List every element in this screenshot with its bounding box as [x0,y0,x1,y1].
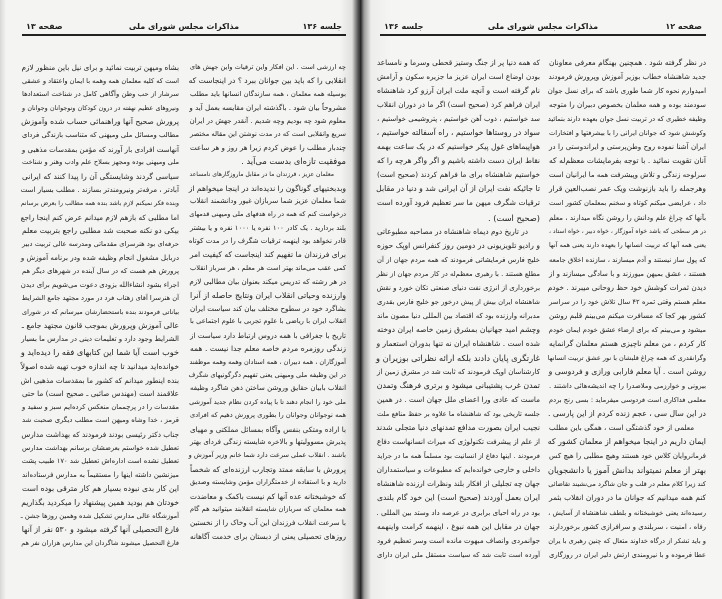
text-line: کشور بهر کجا که مسافرت میکنم می‌بینم قلبم روشن [549,310,706,320]
text-line: تاریخ با جغرافی با همه دروس ارتباط دارد سیاست از [190,330,346,340]
text-line: وگرانقدری که همه چراغ قلبشان با نور عشق تربیت انسانها [547,353,706,362]
text-line: ایران آشنا نموده روح وطن‌پرستی و ایراندوستی را در [549,142,706,152]
text-line: ایران بعمل آوردند (صحیح است) این خود گام بلندی [377,493,540,503]
text-line: ملی ومیهنی بوده ومجهز بسلاح علم وادب وهنر و شناخت [22,158,179,167]
text-line: خوب است آیا شما این کتابهای فقه را دیده‌اید و [20,347,179,358]
text-line: که همه دنیا پر از جنگ وستیز قحطی وسرما و نامساعد [377,58,540,67]
text-line: ایران فراهم کرد (صحیح است) اگر ما در دوران انقلاب [377,100,540,110]
text-line: سیاسی گردند وشایستگی آن را پیدا کنند که ایرانی [22,171,179,181]
text-line: رسیده‌اند یعنی خوشبختانه و بلطف شاهنشاه از آسایش ، [548,508,706,517]
page-number: صفحه ۱۲ [665,22,702,31]
text-line: معلمی فداکاری است فردوسی میفرماید : بسی رنج بردم [549,396,706,405]
text-line: بودن اوضاع است ایران عزیز ما جزیره سکون و آرامش [377,72,540,82]
text-line: تعطیل شده خواستم بعرضشان برسانم بهداشت مدارس [22,443,179,452]
text-line: بشاگرد خود در سطوح مختلف بیان کند سیاست ایران [190,304,346,314]
text-line: نجیب ایران بصورت مدافع تمدنهای دنیا متجلی شدند [375,423,540,433]
text-line: کار کردم ، من معلم ناچیزی هستم معلمان گرانمایه [549,338,706,348]
text-line: تعطیل نشده است اداره‌اش تعطیل شد ۱۷۰ طبیب پشت [21,457,179,466]
text-line: هستند ، عشق بمیهن میورزند و با سادگی میسازند و از [549,269,706,278]
text-line: معلمان عزیز ، فرزندان ما در مقابل ماروزگارهای نامساعد [189,171,334,179]
text-line: داخلی و خارجی خوانده‌ایم که مطبوعات و سیاستمداران [376,465,540,475]
page-header [380,21,706,36]
text-line: سرلوحه زندگی و تلاش وپیشرفت همه ما ایرانیان است [548,171,706,180]
text-line: پذیرش مسوولیتها و بالاخره شایسته زندگی فردای بهتر [190,437,346,446]
text-line: وچشم امید جهانیان بمشرق زمین خاصه ایران دوخته [377,324,540,334]
text-line: آموزگاران ، همه دبیران ، همه استادان وهمه وهمه موظفند [189,357,346,366]
text-line: بلند بردارید . یک کادر ۱۰۰ نفره یا ۱۰۰۰ نفره و یا بیشتر [190,223,346,232]
session-number: جلسه ۱۳۶ [302,22,342,31]
text-line: در نظر گرفته شود . همچنین بهنگام معرفی معاونان [549,58,706,67]
text-line: وبنده فکر نمیکنم لازم باشد بنده همه مطالب را بعرض برسانم [20,199,179,207]
text-line: مدبرانه وارزنده بود که اقتصاد بین المللی دنیا مصون ماند [377,311,540,320]
text-line: رفاه ، امنیت ، سربلندی و سرافرازی کشور برخوردارند [549,522,706,531]
text-line: انقلاب بابیان حقایق وروشن ساختن ذهن شاگرد وظیفه [190,384,346,393]
text-line: چندبار مطلب را عوض کردم زیرا هر روز و هر ساعت [190,143,346,153]
text-line: بیکی دو نکته صحبت شد مطلبی راجع بتربیت معلم [22,226,179,236]
text-line: همه معلمان که سربازان شایسته انقلابند میتوانید هم گام [190,504,346,513]
text-line: هواپیماهای غول پیکر خواستیم که در یک ساعت بهمه [376,142,540,152]
text-line: فارغ التحصیل میشوند شاگردان این مدارس هزاران نفر هم [21,538,179,547]
text-line: شما معلمان عزیز شما سربازان غیور ودانشمند انقلاب [190,196,346,205]
text-line: روشن است . آیا معلم فارابی ورازی و فردوسی و [548,367,706,377]
text-line: جدید شاهنشاه خطاب بوزیر آموزش وپرورش فرمودند [548,72,706,82]
text-line: کارشناسان اوپک فرمودند که ثابت شد در مشرق زمین از [377,368,540,377]
text-line: مشروحاً بیان شود . باگذشته ایران مقایسه بعمل آید و [189,103,346,113]
text-line: در تاریخ دوم دیماه شاهنشاه در مصاحبه مطبوعاتی [377,226,528,236]
text-line: نام گرفته است و آنچه ملت ایران آرزو کرد شاهنشاه [377,86,540,96]
text-line: سرشار از حب وطن وآگاهی کامل در شناخت استعدادها [22,90,179,99]
text-line: بآنها که چراغ علم ودانش را روشن نگاه میدارند ، معلم [549,213,706,222]
text-line: بیرونی و خوارزمی وملاصدرا را چه اندیشه‌هائی داشتند . [549,382,706,391]
text-line: ماست که عادی ورا اعضای ملل جهان است . در همین [377,395,540,405]
text-line: در این سال سی ، عجم زنده کردم از این پارسی . [548,409,706,419]
text-column [377,56,540,562]
text-line: ترقیات شگرف میهن ما سر تعظیم فرود آورده است [377,198,540,208]
text-line: همه نوجوانان وجوانان را بطوری پرورش دهیم که افرادی [190,411,346,420]
text-line: خوانده‌اید میدانید تا چه اندازه خوب تهیه شده اصولاً [20,362,179,372]
text-line: معلم هستم وقتی ثمره ۴۲ سال تلاش خود را در سراسر [549,297,706,306]
text-line: و باید تشکر از درگاه خداوند متعال که چنین رهبری با یران [548,536,706,545]
text-line: کند زیرا کلام معلم در قلب و جان شاگرد می‌نشیند تقاضائی [548,480,706,489]
text-line: عطا فرموده و با نیرومندی ارتش دلیر ایران در روزگاری [549,550,706,559]
text-line: بود در راه احیای برابری در عرصه داد وستد بین المللی . [376,507,540,517]
text-line: سواد در روستاها خواستیم ، راه آسفالته خواستیم ، [376,128,540,138]
text-line: چه ارزشی است . این افکار واین ترقیات واین جهش های [189,63,346,71]
text-line: و رادیو تلویزیونی در دومین روز کنفرانس اوپک حوزه [377,240,540,250]
text-line: دیدن ثمرات کوشش خود حظ روحانی میبرند . خودم [547,282,706,292]
text-line: مطالب ومسائل ملی ومیهنی که متناسب بازندگی فردای [22,130,179,139]
text-line: جهان چه تجلیلی از افکار بلند ونظرات ارزنده شاهنشاه [377,479,540,489]
text-line: بنده اینطور میدانم که کشور ما بمقدسات مذهبی اش [20,375,179,385]
text-line: بشاه ومیهن تربیت نمائید و برای نیل باین منظور لازم [21,63,179,72]
text-line: پرورش صحیح آنها وراهنمائی حساب شده وآموزش [21,117,179,127]
text-line: سد خواستیم ، ذوب آهن خواستیم ، پتروشیمی خواستیم ، [377,115,540,124]
text-line: وارزنده وحیاتی انقلاب ایران ونتایج حاصله از آنرا [189,290,346,300]
text-line: زندگی روزمره مردم خاصه معلم جدا نیست . همه [190,344,346,354]
text-line: که پول ساز نیستند و آدم میسازند ، سازنده اخلاق جامعه [548,255,706,264]
text-line: در هر رشته که تدریس میکند بعنوان بیان مطالبی لازم [189,277,346,287]
text-line: امیدوارم نحوه کار شما طوری باشد که برای نسل جوان [547,87,706,96]
text-line: پرورش با سابقه ممتد وتجارب ارزنده‌ای که شخصاً [190,464,346,474]
text-column [22,61,179,550]
text-line: شاهنشاه ایران بیش از پیش درخور جو خلیج فارس بقدری [377,297,540,306]
text-line: خلیج فارس فرمایشاتی فرمودند که همه مردم جهان از آن [377,255,540,264]
text-line: درخواست کنم که همه در راه هدفهای ملی ومیهنی قدمهای [189,210,346,219]
text-line: قرمز ، خدا وشاه ومیهن است مطلب دیگری صحبت شد [22,416,179,425]
text-line: ونیروهای عظیم نهفته در درون کودکان ونوجوانان وجوانان و [22,104,179,112]
text-line: در هر سطحی که باشد خواه آموزگار ، خواه دبیر ، خواه استاد ، [549,227,706,235]
text-line: یعنی همه آنها که تربیت انسانها را بعهده دارند یعنی همه آنها [549,241,706,249]
text-line: معلمی از خود گذشتگی است ، همگی باین مطلب [549,423,694,433]
text-line: علاقمند است (مهندس صائبی ـ صحیح است) ما حتی [22,389,179,399]
text-line: اما مطلبی که بازهم لازم میدانم عرض کنم اینجا راجع [20,212,179,222]
page-number: صفحه ۱۳ [26,22,63,31]
text-line: شده است . شاهنشاه ایران نه تنها بدوران استعمار و [376,338,540,348]
text-line: جهان در مقابل این همه نبوغ ، اینهمه کرامت واینهمه [377,521,540,531]
text-line: در این وظیفه ملی ومیهنی یعنی تفهیم دگرگونیهای شگرف [188,370,346,379]
text-line: اجراء بشود انشاءالله بزودی دعوت می‌شویم برای دیدن [20,280,179,289]
text-line: وظیفه خطیری که در تربیت نسل جوان بعهده دارند بنمائید [547,115,706,124]
text-column [190,61,346,543]
text-line: مطلع هستند . با رهبری معظم‌له در کار مردم جهان از نظر [376,269,540,278]
text-line: باشند . انقلاب عملی سرعت دارد شما خانم وزیر آموزش و [188,451,346,460]
right-page [361,0,722,599]
text-line: (صحیح است) . [487,212,540,223]
text-line: آن هنرسرا آقای زهتاب فرد در مورد مجتهد جامع الشرایط [21,294,179,303]
text-line: آبادتر ، مرفه‌تر ونیرومندتر بسازند . مطلب بسیار است [20,185,179,195]
text-line: حرفه‌ای بود هنرسرای مقدماتی ومدرسه عالی تربیت دبیر [22,239,179,248]
text-line: ملی خود را انجام دهند تا با پیاده کردن نظام جدید آموزشی [189,397,346,406]
text-line: فرمانروایان کلاس خود هستند وهیچ مطلبی را هیچ کس [549,452,706,461]
text-line: دارید و با استفاده از خدمتگزاران مؤمن وشایسته وصدیق [190,478,346,487]
text-line: است که کلیه معلمان همه وهمه با ایمان واعتقاد و عشقی [21,76,179,85]
text-line: مقدسات را در پرچممان منعکس کرده‌ایم سبز و سفید و [22,402,179,411]
page-header [22,21,346,36]
text-line: آموزشگاه عالی مدارس تشکیل شده وهمین روزها جشن ـ [20,511,179,520]
text-line: برخورداری از انرژی نفت دنیای صنعتی تکان خورد و نقش [376,283,540,292]
text-line: فرمودند . اینها دفاع از انسانیت بود مسلماً همه ما در جراید [377,452,540,461]
text-line: معلوم شود چه بودیم وچه شدیم . آنقدر جهش در ایران [189,116,346,125]
text-line: فارغ التحصیلی آنها گرفته میشود و ۵۳۰ نفر از آنها [21,525,179,535]
text-column [549,56,706,562]
text-line: جلسه تاریخی بود که شاهنشاه ما علاوه بر حفظ منافع ملت [377,410,540,419]
text-line: الشرایط وجود دارد و تعلیمات دینی در مدارس ما بسیار [21,334,179,343]
text-line: میشود و می‌بینم که برای ارضاء عشق خودم ایمان خودم [548,325,706,334]
text-line: بوسیله همه معلمان ، همه سازندگان انسانها باید مطلب [190,89,346,98]
text-line: جناب دکتر رئیسی بودند فرمودند که بهداشت مدارس [21,430,179,440]
text-line: تمدن غرب پشتیبانی میشود و برتری فرهنگ وتمدن [376,381,540,391]
text-line: این کار بدی نبوده بسیار هم کار مترقی بوده است [22,484,179,494]
text-line: موفقیت تازه‌ای بدست می‌آید . [241,155,346,166]
text-line: جوانمردی وانصاف مبهوت مانده است وسر تعظیم فرود [377,535,540,545]
text-line: انقلابی را که باید بین جوانان ببرد ؟ در اینجاست که [188,76,346,86]
text-line: وهرجمله را باید بازنوشت ویک عمر نصب‌العین قرار [549,184,706,194]
text-line: سریع وانقلابی است که در مدت نوشتن این مقاله مختصر [190,129,346,138]
text-line: آنان تقویت نمائید . با توجه بفرمایشات معظم‌له که [549,156,706,166]
text-line: دربابل مشغول انجام وظیفه شده ودر برنامه آموزش و [20,253,179,263]
text-line: داد ، عرایضی میکنم کوتاه و سخنم بمعلمان کشور است [549,199,706,208]
text-line: روزهای تحصیلی یعنی از دبستان برای خدمت آگاهانه [190,531,346,541]
text-line: نقاط ایران دست داشته باشیم و اگر واگر هرچه را که [377,156,540,166]
text-line: با اراده ومتکی بنفس وآگاه بمسائل مملکتی و مهیای [190,424,346,434]
text-line: از علم از پیشرفت تکنولوژی که میراث انسانهاست دفاع [377,437,540,447]
text-line: کنم همه میدانیم که جوانان ما در دوران انقلاب بثمر [549,493,706,503]
header-title: مذاکرات مجلس شورای ملی [128,22,240,31]
text-line: آنهاست افرادی بار آورند که مؤمن بمقدسات مذهبی و [21,144,179,154]
text-line: سودمند بوده و همه معلمان بخصوص دبیران را متوجه [549,100,706,110]
text-line: برای فرزندان ما تفهیم کند اینجاست که کیفیت امر [189,250,346,260]
text-line: تا جائیکه نفت ایران از آن ایرانی شد و دنیا در مقابل [376,184,540,194]
text-line: با سرعت انقلاب فرزندان این آب وخاک را از نخستین [190,518,346,528]
text-line: کمی عقب می‌ماند بهتر است هر معلم ، هر سرباز انقلاب [190,263,346,272]
text-line: وکوشش شود که جوانان ایرانی را با بیشرفتها و افتخارات [549,129,706,138]
text-line: پرورش هم هست که در سال آینده در شهرهای دیگر هم [22,266,179,275]
text-line: که خوشبختانه عده آنها کم نیست باکمک و معاضدت [189,491,346,501]
text-line: غارتگری پایان دادند بلکه ارائه نظراتی بوزیران و [375,352,540,363]
text-line: وبدبختیهای گوناگون را ندیده‌اند در اینجا میخواهم از [188,183,346,193]
header-title: مذاکرات مجلس شورای ملی [487,22,599,31]
text-line: بیاناتی فرمودند بنده باستحضارشان میرسانم که در شورای [22,307,179,316]
text-line: خواستیم شاهنشاه برای ما فراهم کردند (صحیح است) [377,170,540,180]
session-number: جلسه ۱۳۶ [384,22,424,31]
text-line: عالی آموزش وپرورش بموجب قانون مجتهد جامع ـ [21,321,179,331]
text-line: آورده است ثابت شد که سیاست مستقل ملی ایران دارای [377,550,540,559]
text-line: انقلاب ایران با ریاضی با علوم تجربی با علوم اجتماعی با [190,317,346,326]
text-line: میزنشین داشته اینها را مستقیماً به مدارس فرستاده‌اند [22,470,179,479]
text-line: بهتر از معلم نمیتواند بدانش آموز یا دانشجویان [547,465,706,476]
text-line: ایمان داریم در اینجا میخواهم از معلمان کشور که [547,437,706,447]
text-line: قادر نخواهد بود اینهمه ترقیات شگرف را در مدت کوتاه [188,237,346,246]
text-line: خودتان هم بودید همین پیشنهاد را میکردید بگذاریم [21,498,179,507]
